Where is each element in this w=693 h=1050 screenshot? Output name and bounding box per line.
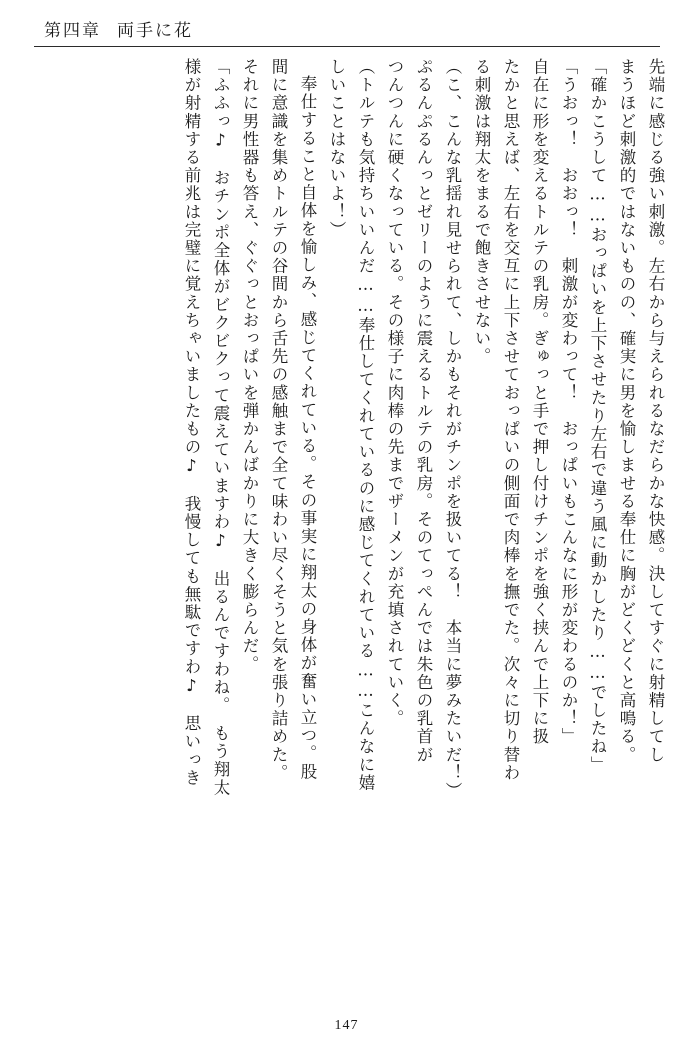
text-column: 自在に形を変えるトルテの乳房。ぎゅっと手で押し付けチンポを強く挟んで上下に扱: [530, 58, 549, 746]
text-column: （こ、こんな乳揺れ見せられて、しかもそれがチンポを扱いてる！ 本当に夢みたいだ！）: [443, 58, 462, 801]
header-divider: [34, 46, 660, 47]
vertical-text-body: [34, 58, 663, 988]
text-column: たかと思えば、左右を交互に上下させておっぱいの側面で肉棒を撫でた。次々に切り替わ: [501, 58, 520, 782]
text-column: 間に意識を集めトルテの谷間から舌先の感触まで全て味わい尽くそうと気を張り詰めた。: [269, 58, 288, 782]
text-column: 「うおっ！ おおっ！ 刺激が変わって！ おっぱいもこんなに形が変わるのか！」: [559, 58, 578, 746]
text-column: 先端に感じる強い刺激。左右から与えられるなだらかな快感。決してすぐに射精してし: [646, 58, 665, 764]
text-column: それに男性器も答え、ぐぐっとおっぱいを弾かんばかりに大きく膨らんだ。: [240, 58, 259, 674]
text-column: 「確かこうして……おっぱいを上下させたり左右で違う風に動かしたり……でしたね」: [588, 58, 607, 774]
text-column: 様が射精する前兆は完璧に覚えちゃいましたもの♪ 我慢しても無駄ですわ♪ 思いっき: [182, 58, 201, 787]
chapter-header: [44, 16, 193, 41]
text-column: （トルテも気持ちいいんだ……奉仕してくれているのに感じてくれている……こんなに嬉: [356, 58, 375, 792]
text-column: る刺激は翔太をまるで飽きさせない。: [472, 58, 491, 366]
chapter-title: 両手に花: [117, 21, 193, 40]
text-column: つんつんに硬くなっている。その様子に肉棒の先までザーメンが充填されていく。: [385, 58, 404, 728]
chapter-number: 第四章: [44, 21, 101, 40]
text-column: 奉仕すること自体を愉しみ、感じてくれている。その事実に翔太の身体が奮い立つ。股: [298, 75, 317, 781]
text-column: まうほど刺激的ではないものの、確実に男を愉しませる奉仕に胸がどくどくと高鳴る。: [617, 58, 636, 764]
text-column: しいことはないよ！）: [327, 58, 346, 239]
text-column: 「ふふっ♪ おチンポ全体がビクビクって震えていますわ♪ 出るんですわね。 もう翔太: [211, 58, 230, 797]
text-column: ぷるんぷるんっとゼリーのように震えるトルテの乳房。そのてっぺんでは朱色の乳首が: [414, 58, 433, 764]
page-number: 147: [334, 1018, 359, 1033]
